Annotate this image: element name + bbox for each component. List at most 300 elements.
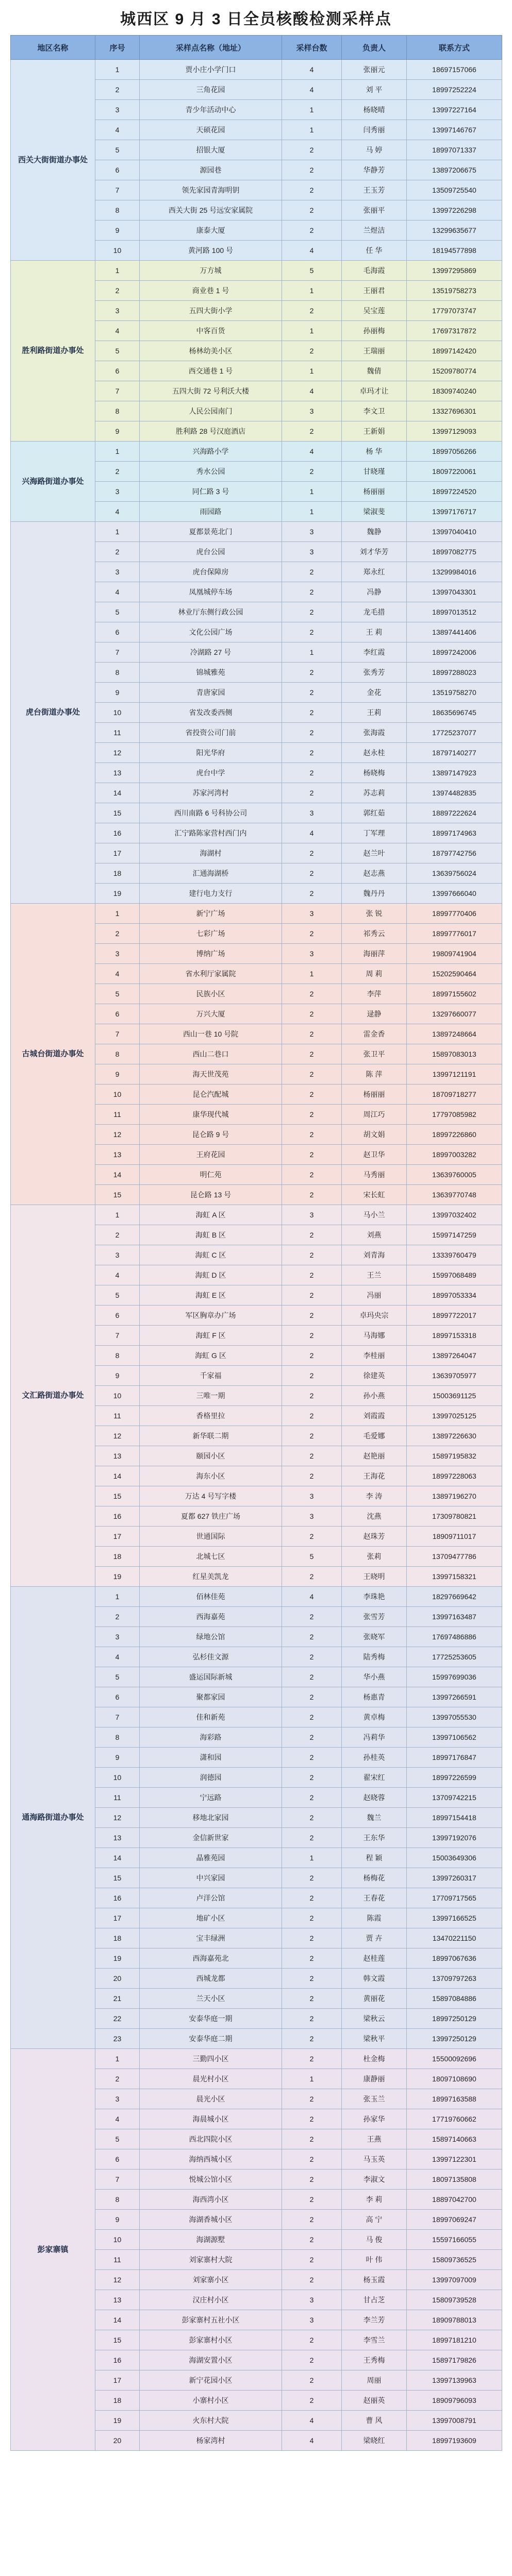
manager-name: 康静丽 [342,2069,407,2089]
phone-number: 13297660077 [407,1004,502,1024]
phone-number: 18797742756 [407,843,502,863]
sampler-count: 2 [282,984,342,1004]
manager-name: 冯丽 [342,1285,407,1306]
header-district: 地区名称 [11,36,95,60]
site-name: 西海嘉苑北 [140,1948,282,1969]
row-index: 10 [95,703,140,723]
row-index: 2 [95,1225,140,1245]
site-name: 佰林佳苑 [140,1587,282,1607]
phone-number: 18997155602 [407,984,502,1004]
row-index: 6 [95,1687,140,1707]
site-name: 金信新世家 [140,1828,282,1848]
site-name: 海虹 D 区 [140,1265,282,1285]
site-name: 移地北家园 [140,1808,282,1828]
sampler-count: 2 [282,1306,342,1326]
site-name: 兴海路小学 [140,442,282,462]
sampler-count: 4 [282,823,342,843]
phone-number: 18997242006 [407,642,502,663]
sampler-count: 2 [282,1446,342,1466]
row-index: 14 [95,783,140,803]
phone-number: 18997154418 [407,1808,502,1828]
sampler-count: 2 [282,1989,342,2009]
row-index: 13 [95,2290,140,2310]
site-name: 西川南路 6 号科协公司 [140,803,282,823]
site-name: 民族小区 [140,984,282,1004]
sampler-count: 2 [282,180,342,200]
site-name: 林业厅东侧行政公园 [140,602,282,622]
sampler-count: 2 [282,2330,342,2350]
phone-number: 13897441406 [407,622,502,642]
manager-name: 杨晓晴 [342,100,407,120]
phone-number: 18997226860 [407,1125,502,1145]
sampler-count: 2 [282,1346,342,1366]
phone-number: 18997067636 [407,1948,502,1969]
row-index: 5 [95,1667,140,1687]
manager-name: 马玉英 [342,2149,407,2170]
phone-number: 13299984016 [407,562,502,582]
sampler-count: 1 [282,321,342,341]
row-index: 17 [95,1908,140,1928]
site-name: 王府花园 [140,1145,282,1165]
sampler-count: 2 [282,1908,342,1928]
manager-name: 雷金香 [342,1024,407,1044]
row-index: 11 [95,1105,140,1125]
site-name: 锦城雅苑 [140,663,282,683]
manager-name: 冯静 [342,582,407,602]
site-name: 千家福 [140,1366,282,1386]
site-name: 卢洋公馆 [140,1888,282,1908]
sampler-count: 2 [282,1527,342,1547]
manager-name: 李 涛 [342,1486,407,1506]
sampler-count: 5 [282,261,342,281]
sampler-count: 2 [282,1245,342,1265]
row-index: 19 [95,1567,140,1587]
manager-name: 陈霞 [342,1908,407,1928]
sampler-count: 2 [282,1768,342,1788]
phone-number: 15809739528 [407,2290,502,2310]
row-index: 8 [95,1346,140,1366]
site-name: 昆仑汽配城 [140,1084,282,1105]
manager-name: 卓玛央宗 [342,1306,407,1326]
manager-name: 杨梅花 [342,1868,407,1888]
row-index: 6 [95,2149,140,2170]
sampler-count: 2 [282,2170,342,2190]
row-index: 6 [95,1004,140,1024]
site-name: 安泰华庭二期 [140,2029,282,2049]
sampler-count: 3 [282,2310,342,2330]
site-name: 世通国际 [140,1527,282,1547]
site-name: 西山一巷 10 号院 [140,1024,282,1044]
phone-number: 15202590464 [407,964,502,984]
sampler-count: 1 [282,1848,342,1868]
sampler-count: 2 [282,1567,342,1587]
phone-number: 13897226630 [407,1426,502,1446]
sampler-count: 2 [282,1084,342,1105]
manager-name: 李萍 [342,984,407,1004]
sampler-count: 2 [282,2230,342,2250]
phone-number: 15500092696 [407,2049,502,2069]
sampler-count: 2 [282,884,342,904]
site-name: 小寨村小区 [140,2391,282,2411]
sampler-count: 2 [282,1185,342,1205]
site-name: 彭家寨村小区 [140,2330,282,2350]
site-name: 夏都景苑北门 [140,522,282,542]
sampler-count: 1 [282,281,342,301]
manager-name: 宋长虹 [342,1185,407,1205]
district-name: 兴海路街道办事处 [11,442,95,522]
site-name: 汇宁路陈家营村西门内 [140,823,282,843]
site-name: 万兴大厦 [140,1004,282,1024]
phone-number: 18897222624 [407,803,502,823]
row-index: 8 [95,663,140,683]
row-index: 7 [95,2170,140,2190]
phone-number: 18997181210 [407,2330,502,2350]
manager-name: 冯莉华 [342,1727,407,1748]
row-index: 11 [95,1788,140,1808]
sampler-count: 2 [282,1105,342,1125]
district-name: 西关大街街道办事处 [11,60,95,261]
phone-number: 18997069247 [407,2210,502,2230]
sampler-count: 2 [282,1928,342,1948]
row-index: 16 [95,2350,140,2370]
sampler-count: 4 [282,80,342,100]
phone-number: 18997776017 [407,924,502,944]
sampler-count: 4 [282,1587,342,1607]
header-count: 采样台数 [282,36,342,60]
site-name: 同仁路 3 号 [140,482,282,502]
manager-name: 李文卫 [342,401,407,421]
row-index: 1 [95,1587,140,1607]
phone-number: 17709717565 [407,1888,502,1908]
sampler-count: 1 [282,642,342,663]
manager-name: 金花 [342,683,407,703]
site-name: 新华联二期 [140,1426,282,1446]
row-index: 3 [95,100,140,120]
sampler-count: 2 [282,1948,342,1969]
row-index: 23 [95,2029,140,2049]
manager-name: 张秀芳 [342,663,407,683]
sampler-count: 2 [282,843,342,863]
header-manager: 负责人 [342,36,407,60]
phone-number: 13897147923 [407,763,502,783]
site-name: 兰天小区 [140,1989,282,2009]
manager-name: 叶 伟 [342,2250,407,2270]
phone-number: 18909788013 [407,2310,502,2330]
manager-name: 王丽君 [342,281,407,301]
manager-name: 祁秀云 [342,924,407,944]
row-index: 16 [95,1888,140,1908]
row-index: 9 [95,421,140,442]
sampler-count: 1 [282,964,342,984]
phone-number: 15997147259 [407,1225,502,1245]
site-name: 三唯一期 [140,1386,282,1406]
row-index: 6 [95,1306,140,1326]
phone-number: 13897248664 [407,1024,502,1044]
sampler-count: 3 [282,944,342,964]
table-row [11,442,502,462]
sampler-count: 3 [282,1205,342,1225]
manager-name: 程 颖 [342,1848,407,1868]
site-name: 绿地公馆 [140,1627,282,1647]
manager-name: 杨惠青 [342,1687,407,1707]
sampler-count: 2 [282,743,342,763]
sampler-count: 2 [282,1788,342,1808]
row-index: 6 [95,622,140,642]
phone-number: 13997040410 [407,522,502,542]
manager-name: 孙家华 [342,2109,407,2129]
manager-name: 黄卓梅 [342,1707,407,1727]
sampler-count: 3 [282,401,342,421]
row-index: 17 [95,2370,140,2391]
manager-name: 王海花 [342,1466,407,1486]
manager-name: 张雪芳 [342,1607,407,1627]
site-name: 文化公园广场 [140,622,282,642]
sampler-count: 1 [282,502,342,522]
site-name: 海虹 C 区 [140,1245,282,1265]
row-index: 7 [95,1024,140,1044]
manager-name: 苏志莉 [342,783,407,803]
row-index: 13 [95,1145,140,1165]
manager-name: 逯静 [342,1004,407,1024]
row-index: 3 [95,562,140,582]
site-name: 刘家寨小区 [140,2270,282,2290]
row-index: 4 [95,321,140,341]
manager-name: 赵丽英 [342,2391,407,2411]
manager-name: 韩文霞 [342,1969,407,1989]
phone-number: 18697157066 [407,60,502,80]
phone-number: 18997252224 [407,80,502,100]
manager-name: 张海霞 [342,723,407,743]
sampler-count: 1 [282,120,342,140]
row-index: 7 [95,642,140,663]
sampler-count: 2 [282,160,342,180]
row-index: 16 [95,823,140,843]
row-index: 2 [95,281,140,301]
phone-number: 13997192076 [407,1828,502,1848]
row-index: 12 [95,1426,140,1446]
sampler-count: 2 [282,2270,342,2290]
phone-number: 13997122301 [407,2149,502,2170]
manager-name: 赵晓蓉 [342,1788,407,1808]
phone-number: 18997082775 [407,542,502,562]
phone-number: 15897083013 [407,1044,502,1064]
phone-number: 17697486886 [407,1627,502,1647]
row-index: 13 [95,1446,140,1466]
phone-number: 18997163588 [407,2089,502,2109]
manager-name: 胡文娟 [342,1125,407,1145]
manager-name: 刘才华芳 [342,542,407,562]
row-index: 5 [95,140,140,160]
row-index: 20 [95,1969,140,1989]
manager-name: 黄丽花 [342,1989,407,2009]
sampler-count: 2 [282,602,342,622]
row-index: 15 [95,1486,140,1506]
phone-number: 13299635677 [407,221,502,241]
sampler-count: 2 [282,783,342,803]
row-index: 11 [95,723,140,743]
sampler-count: 2 [282,2210,342,2230]
row-index: 9 [95,221,140,241]
sampler-count: 4 [282,60,342,80]
manager-name: 丁军理 [342,823,407,843]
site-name: 新宁广场 [140,904,282,924]
manager-name: 王兰 [342,1265,407,1285]
site-name: 海虹 B 区 [140,1225,282,1245]
phone-number: 13997032402 [407,1205,502,1225]
sampler-count: 2 [282,1326,342,1346]
site-name: 建行电力支行 [140,884,282,904]
site-name: 海湖源墅 [140,2230,282,2250]
manager-name: 徐建英 [342,1366,407,1386]
phone-number: 13997025125 [407,1406,502,1426]
row-index: 10 [95,241,140,261]
district-name: 彭家寨镇 [11,2049,95,2451]
phone-number: 13339760479 [407,1245,502,1265]
site-name: 苏家河湾村 [140,783,282,803]
phone-number: 13509725540 [407,180,502,200]
manager-name: 郑永红 [342,562,407,582]
sampler-count: 1 [282,482,342,502]
sampler-count: 2 [282,1386,342,1406]
row-index: 12 [95,1808,140,1828]
row-index: 21 [95,1989,140,2009]
row-index: 4 [95,120,140,140]
row-index: 4 [95,582,140,602]
phone-number: 18997003282 [407,1145,502,1165]
manager-name: 张丽元 [342,60,407,80]
sampler-count: 2 [282,763,342,783]
row-index: 22 [95,2009,140,2029]
row-index: 3 [95,944,140,964]
sampler-count: 2 [282,1064,342,1084]
sampler-count: 2 [282,2129,342,2149]
row-index: 14 [95,1165,140,1185]
site-name: 海湖村 [140,843,282,863]
sampler-count: 5 [282,1547,342,1567]
manager-name: 梁秋云 [342,2009,407,2029]
sampler-count: 2 [282,1888,342,1908]
manager-name: 甘晓瑾 [342,462,407,482]
site-name: 弘杉佳文源 [140,1647,282,1667]
manager-name: 王秀梅 [342,2350,407,2370]
sampler-count: 2 [282,1707,342,1727]
site-name: 海天世茂苑 [140,1064,282,1084]
row-index: 8 [95,200,140,221]
row-index: 7 [95,180,140,200]
site-name: 汉庄村小区 [140,2290,282,2310]
row-index: 5 [95,2129,140,2149]
row-index: 7 [95,1707,140,1727]
manager-name: 陈 萍 [342,1064,407,1084]
row-index: 19 [95,1948,140,1969]
manager-name: 赵桂莲 [342,1948,407,1969]
phone-number: 15997068489 [407,1265,502,1285]
manager-name: 张丽平 [342,200,407,221]
manager-name: 王春花 [342,1888,407,1908]
row-index: 10 [95,2230,140,2250]
page [10,0,502,2451]
sampling-table [10,35,502,2451]
manager-name: 孙丽梅 [342,321,407,341]
site-name: 省投资公司门前 [140,723,282,743]
row-index: 19 [95,2411,140,2431]
site-name: 香格里拉 [140,1406,282,1426]
sampler-count: 2 [282,1748,342,1768]
manager-name: 海丽萍 [342,944,407,964]
sampler-count: 3 [282,1506,342,1527]
row-index: 2 [95,2069,140,2089]
phone-number: 18097220061 [407,462,502,482]
table-row [11,904,502,924]
row-index: 17 [95,843,140,863]
row-index: 4 [95,2109,140,2129]
site-name: 海东小区 [140,1466,282,1486]
sampler-count: 2 [282,683,342,703]
row-index: 12 [95,2270,140,2290]
row-index: 18 [95,1928,140,1948]
phone-number: 18097108690 [407,2069,502,2089]
manager-name: 王玉芳 [342,180,407,200]
phone-number: 15997699036 [407,1667,502,1687]
phone-number: 13997146767 [407,120,502,140]
manager-name: 甘占芝 [342,2290,407,2310]
manager-name: 张晓军 [342,1627,407,1647]
row-index: 12 [95,1125,140,1145]
row-index: 8 [95,1044,140,1064]
sampler-count: 2 [282,1687,342,1707]
phone-number: 18309740240 [407,381,502,401]
sampler-count: 2 [282,1145,342,1165]
manager-name: 杨晓梅 [342,763,407,783]
site-name: 海西湾小区 [140,2190,282,2210]
phone-number: 13897196270 [407,1486,502,1506]
phone-number: 13997055530 [407,1707,502,1727]
row-index: 1 [95,1205,140,1225]
sampler-count: 3 [282,522,342,542]
phone-number: 13639705977 [407,1366,502,1386]
row-index: 9 [95,1748,140,1768]
manager-name: 闫秀丽 [342,120,407,140]
sampler-count: 2 [282,1667,342,1687]
row-index: 9 [95,2210,140,2230]
sampler-count: 2 [282,1828,342,1848]
manager-name: 赵永桂 [342,743,407,763]
manager-name: 张玉兰 [342,2089,407,2109]
district-name: 通海路街道办事处 [11,1587,95,2049]
sampler-count: 1 [282,100,342,120]
phone-number: 18997056266 [407,442,502,462]
phone-number: 13997250129 [407,2029,502,2049]
phone-number: 13997227164 [407,100,502,120]
phone-number: 13997260317 [407,1868,502,1888]
site-name: 虎台保障房 [140,562,282,582]
phone-number: 18997722017 [407,1306,502,1326]
phone-number: 13709477786 [407,1547,502,1567]
manager-name: 马海娜 [342,1326,407,1346]
manager-name: 杨 华 [342,442,407,462]
site-name: 晶雅苑园 [140,1848,282,1868]
row-index: 13 [95,763,140,783]
sampler-count: 2 [282,221,342,241]
manager-name: 王燕 [342,2129,407,2149]
phone-number: 13997226298 [407,200,502,221]
site-name: 五四大街小学 [140,301,282,321]
row-index: 3 [95,1245,140,1265]
site-name: 西北四院小区 [140,2129,282,2149]
page-title: 城西区 9 月 3 日全员核酸检测采样点 [120,11,392,28]
row-index: 1 [95,904,140,924]
site-name: 省水利厅家属院 [140,964,282,984]
